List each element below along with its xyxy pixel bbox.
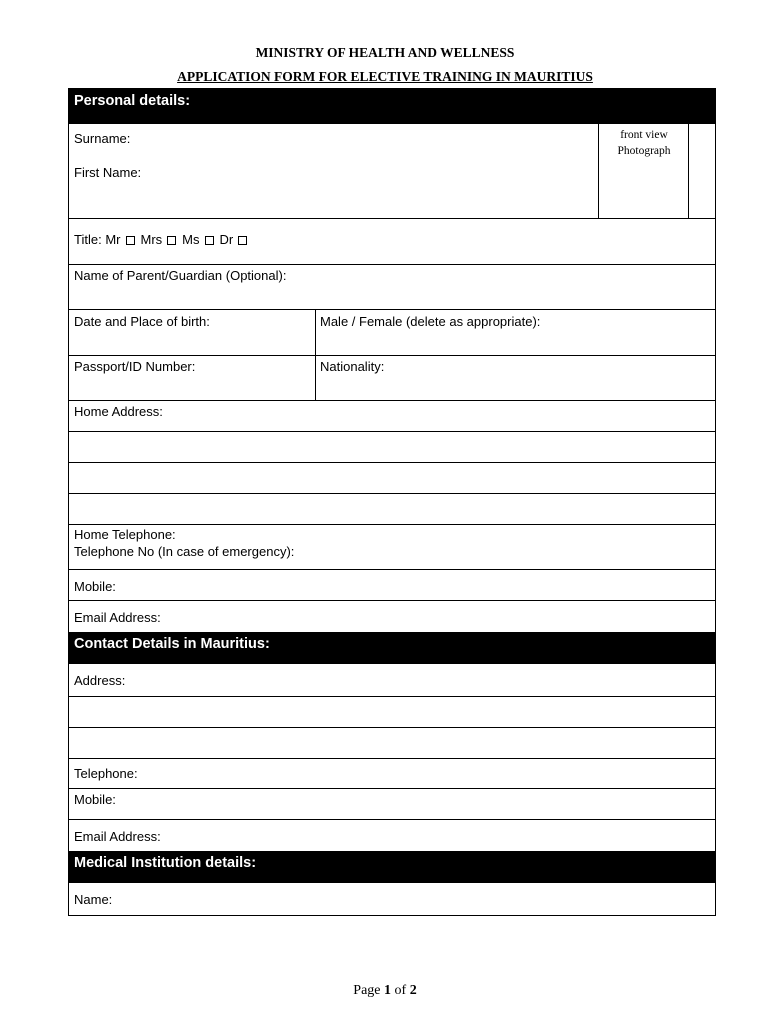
passport-id-field[interactable]: Passport/ID Number: — [74, 359, 196, 374]
parent-guardian-field[interactable]: Name of Parent/Guardian (Optional): — [74, 268, 287, 283]
institution-name-field[interactable]: Name: — [74, 892, 113, 907]
divider — [69, 600, 715, 601]
page-total: 2 — [409, 983, 417, 998]
divider — [69, 218, 715, 219]
page-number: 1 — [384, 983, 392, 998]
divider — [69, 569, 715, 570]
divider — [69, 264, 715, 265]
nationality-field[interactable]: Nationality: — [320, 359, 385, 374]
home-telephone-field[interactable]: Home Telephone: — [74, 527, 176, 542]
email-field[interactable]: Email Address: — [74, 610, 161, 625]
divider — [69, 355, 715, 356]
first-name-field[interactable]: First Name: — [74, 165, 142, 180]
divider — [69, 462, 715, 463]
title-ms-checkbox[interactable] — [205, 236, 214, 245]
divider — [69, 431, 715, 432]
surname-field[interactable]: Surname: — [74, 131, 131, 146]
divider — [69, 819, 715, 820]
title-option-mr: Mr — [105, 232, 121, 247]
photo-box[interactable] — [599, 127, 689, 159]
section-personal-label: Personal details: — [74, 93, 191, 109]
contact-email-field[interactable]: Email Address: — [74, 829, 161, 844]
section-medical-institution — [69, 851, 715, 883]
section-personal-details — [69, 89, 715, 124]
divider — [69, 758, 715, 759]
divider — [69, 727, 715, 728]
date-place-birth-field[interactable]: Date and Place of birth: — [74, 314, 210, 329]
photo-label-line2: Photograph — [617, 145, 671, 157]
home-address-field[interactable]: Home Address: — [74, 404, 163, 419]
title-option-mrs: Mrs — [140, 232, 163, 247]
title-option-ms: Ms — [182, 232, 200, 247]
section-contact-label: Contact Details in Mauritius: — [74, 636, 270, 652]
divider — [69, 493, 715, 494]
section-contact-details — [69, 632, 715, 664]
photo-label-line1: front view — [620, 129, 668, 141]
page-word: Page — [353, 983, 381, 998]
contact-telephone-field[interactable]: Telephone: — [74, 766, 138, 781]
photo-left-border — [598, 109, 599, 219]
section-medical-label: Medical Institution details: — [74, 855, 257, 871]
application-form — [68, 88, 716, 916]
gender-field[interactable]: Male / Female (delete as appropriate): — [320, 314, 541, 329]
of-word: of — [394, 983, 407, 998]
divider — [69, 696, 715, 697]
title-mrs-checkbox[interactable] — [167, 236, 176, 245]
contact-address-field[interactable]: Address: — [74, 673, 126, 688]
title-dr-checkbox[interactable] — [238, 236, 247, 245]
divider — [69, 400, 715, 401]
title-label: Title: — [74, 232, 102, 247]
title-mr-checkbox[interactable] — [126, 236, 135, 245]
contact-mobile-field[interactable]: Mobile: — [74, 792, 116, 807]
page-footer — [0, 983, 770, 999]
divider — [69, 524, 715, 525]
form-title: APPLICATION FORM FOR ELECTIVE TRAINING IN MAURITIUS — [177, 69, 593, 84]
ministry-title: MINISTRY OF HEALTH AND WELLNESS — [255, 45, 515, 60]
divider — [69, 788, 715, 789]
title-option-dr: Dr — [219, 232, 234, 247]
title-field — [74, 232, 253, 247]
emergency-telephone-field[interactable]: Telephone No (In case of emergency): — [74, 544, 295, 559]
mobile-field[interactable]: Mobile: — [74, 579, 116, 594]
divider — [69, 309, 715, 310]
